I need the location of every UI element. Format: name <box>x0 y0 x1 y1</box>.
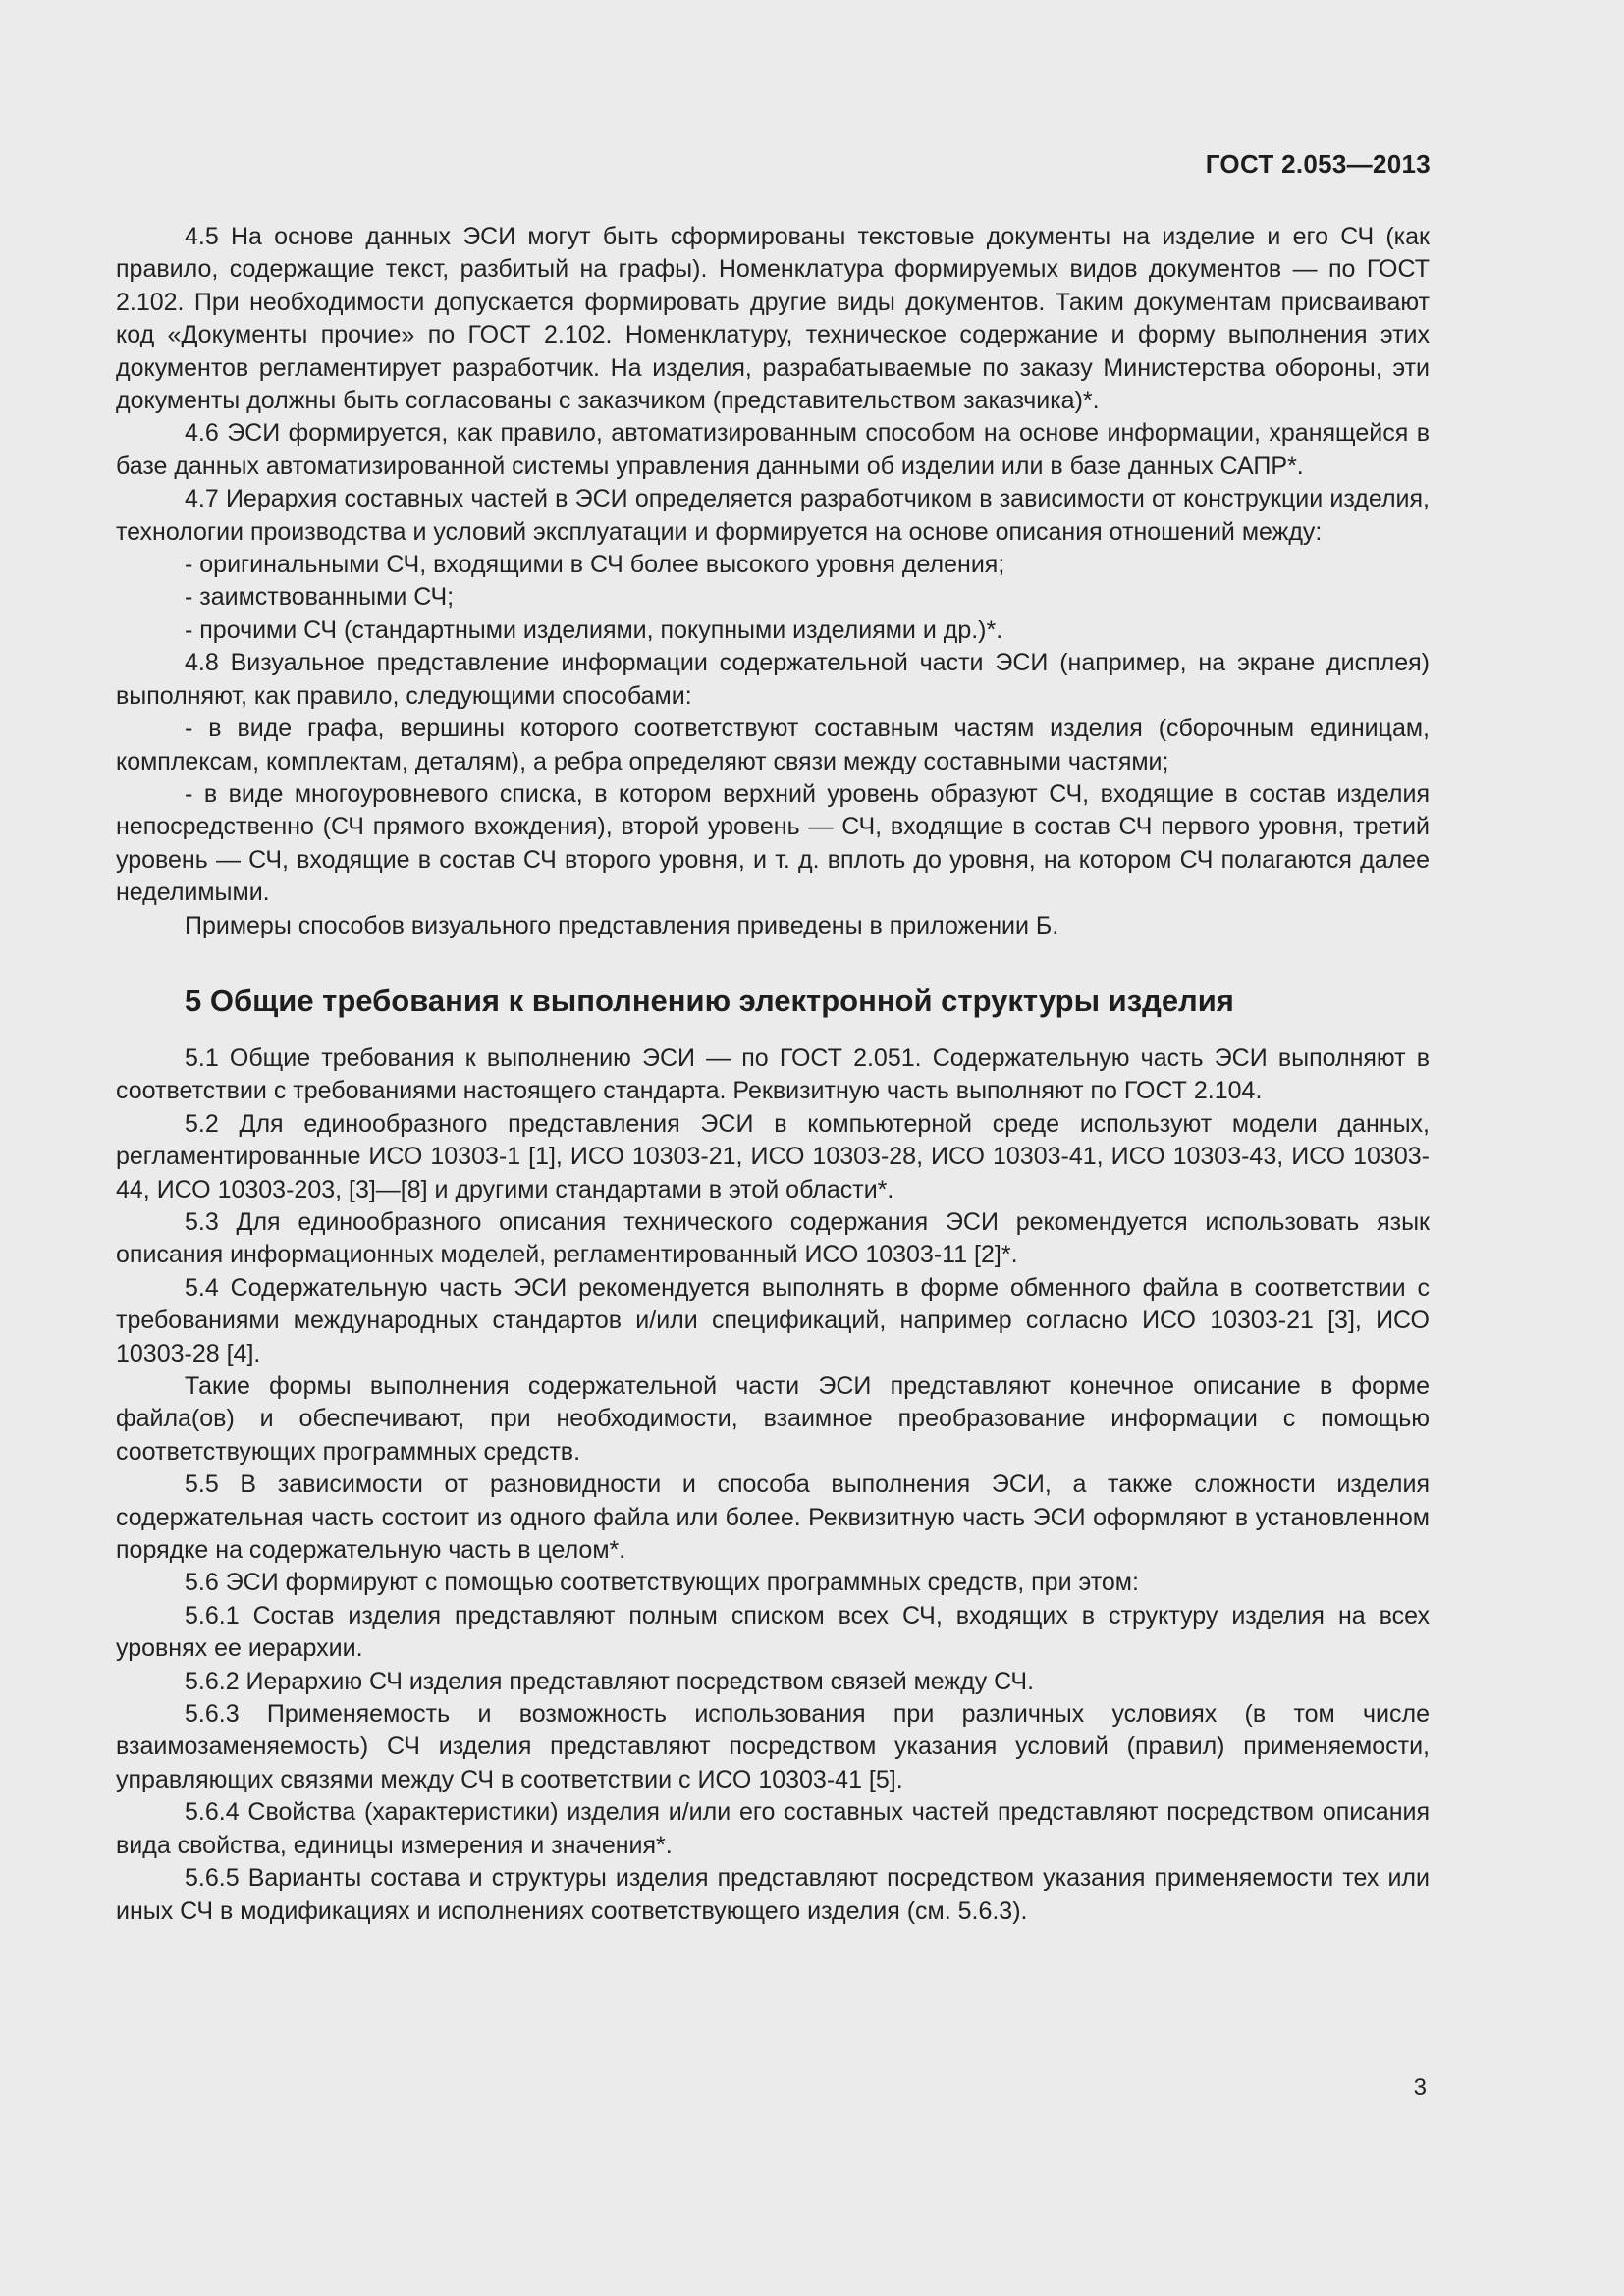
clause-4-5: 4.5 На основе данных ЭСИ могут быть сформированы текстовые документы на изделие и его СЧ (как правило, содержащие текст, разбитый на графы). Номенклатура формируемых видов документов — по ГОСТ 2.102. При необходимости допускается формировать другие виды документов. Таким документам присваивают код «Документы прочие» по ГОСТ 2.102. Номенклатуру, техническое содержание и форму выполнения этих документов регламентирует разработчик. На изделия, разрабатываемые по заказу Министерства обороны, эти документы должны быть согласованы с заказчиком (представительством заказчика)*. <box>116 223 1430 415</box>
list-item: - заимствованными СЧ; <box>185 583 455 612</box>
list-item: - в виде многоуровневого списка, в котором верхний уровень образуют СЧ, входящие в состав изделия непосредственно (СЧ прямого вхождения), второй уровень — СЧ, входящие в состав СЧ первого уровня, третий уровень — СЧ, входящие в состав СЧ второго уровня, и т. д. вплоть до уровня, на котором СЧ полагаются далее неделимыми. <box>116 779 1430 907</box>
clause-5-2: 5.2 Для единообразного представления ЭСИ в компьютерной среде используют модели данных, регламентированные ИСО 10303-1 [1], ИСО 10303-21, ИСО 10303-28, ИСО 10303-41, ИСО 10303-43, ИСО 10303-44, ИСО 10303-203, [3]—[8] и другими стандартами в этой области*. <box>116 1109 1430 1203</box>
document-body <box>116 221 1430 1928</box>
clause-4-8: 4.8 Визуальное представление информации содержательной части ЭСИ (например, на экране дисплея) выполняют, как правило, следующими способами: <box>116 649 1430 710</box>
clause-5-5: 5.5 В зависимости от разновидности и способа выполнения ЭСИ, а также сложности изделия содержательная часть состоит из одного файла или более. Реквизитную часть ЭСИ оформляют в установленном порядке на содержательную часть в целом*. <box>116 1470 1430 1565</box>
clause-5-4-continued: Такие формы выполнения содержательной части ЭСИ представляют конечное описание в форме файла(ов) и обеспечивают, при необходимости, взаимное преобразование информации с помощью соответствующих программных средств. <box>116 1372 1430 1466</box>
section-5-title: 5 Общие требования к выполнению электронной структуры изделия <box>185 983 1234 1018</box>
clause-4-6: 4.6 ЭСИ формируется, как правило, автоматизированным способом на основе информации, хранящейся в базе данных автоматизированной системы управления данными об изделии или в базе данных САПР*. <box>116 419 1430 480</box>
clause-5-1: 5.1 Общие требования к выполнению ЭСИ — по ГОСТ 2.051. Содержательную часть ЭСИ выполняют в соответствии с требованиями настоящего стандарта. Реквизитную часть выполняют по ГОСТ 2.104. <box>116 1043 1430 1105</box>
page-number: 3 <box>1413 2074 1427 2101</box>
clause-5-6-5: 5.6.5 Варианты состава и структуры изделия представляют посредством указания применяемости тех или иных СЧ в модификациях и исполнениях соответствующего изделия (см. 5.6.3). <box>116 1864 1430 1925</box>
clause-4-7: 4.7 Иерархия составных частей в ЭСИ определяется разработчиком в зависимости от конструкции изделия, технологии производства и условий эксплуатации и формируется на основе описания отношений между: <box>116 485 1430 546</box>
list-item: - в виде графа, вершины которого соответствуют составным частям изделия (сборочным единицам, комплексам, комплектам, деталям), а ребра определяют связи между составными частями; <box>116 715 1430 775</box>
list-item: - прочими СЧ (стандартными изделиями, покупными изделиями и др.)*. <box>185 615 1003 644</box>
clause-5-6-3: 5.6.3 Применяемость и возможность использования при различных условиях (в том числе взаимозаменяемость) СЧ изделия представляют посредством указания условий (правил) применяемости, управляющих связями между СЧ в соответствии с ИСО 10303-41 [5]. <box>116 1700 1430 1793</box>
clause-5-6-2: 5.6.2 Иерархию СЧ изделия представляют посредством связей между СЧ. <box>185 1667 1035 1695</box>
examples-note: Примеры способов визуального представления приведены в приложении Б. <box>185 911 1059 939</box>
clause-5-6-1: 5.6.1 Состав изделия представляют полным списком всех СЧ, входящих в структуру изделия на всех уровнях ее иерархии. <box>116 1601 1430 1663</box>
document-code-header: ГОСТ 2.053—2013 <box>1205 149 1431 179</box>
clause-5-6-4: 5.6.4 Свойства (характеристики) изделия и/или его составных частей представляют посредством описания вида свойства, единицы измерения и значения*. <box>116 1798 1430 1859</box>
list-item: - оригинальными СЧ, входящими в СЧ более высокого уровня деления; <box>185 551 1005 579</box>
clause-5-3: 5.3 Для единообразного описания технического содержания ЭСИ рекомендуется использовать язык описания информационных моделей, регламентированный ИСО 10303-11 [2]*. <box>116 1207 1430 1269</box>
clause-5-6: 5.6 ЭСИ формируют с помощью соответствующих программных средств, при этом: <box>185 1569 1139 1597</box>
clause-5-4: 5.4 Содержательную часть ЭСИ рекомендуется выполнять в форме обменного файла в соответствии с требованиями международных стандартов и/или спецификаций, например согласно ИСО 10303-21 [3], ИСО 10303-28 [4]. <box>116 1273 1430 1367</box>
